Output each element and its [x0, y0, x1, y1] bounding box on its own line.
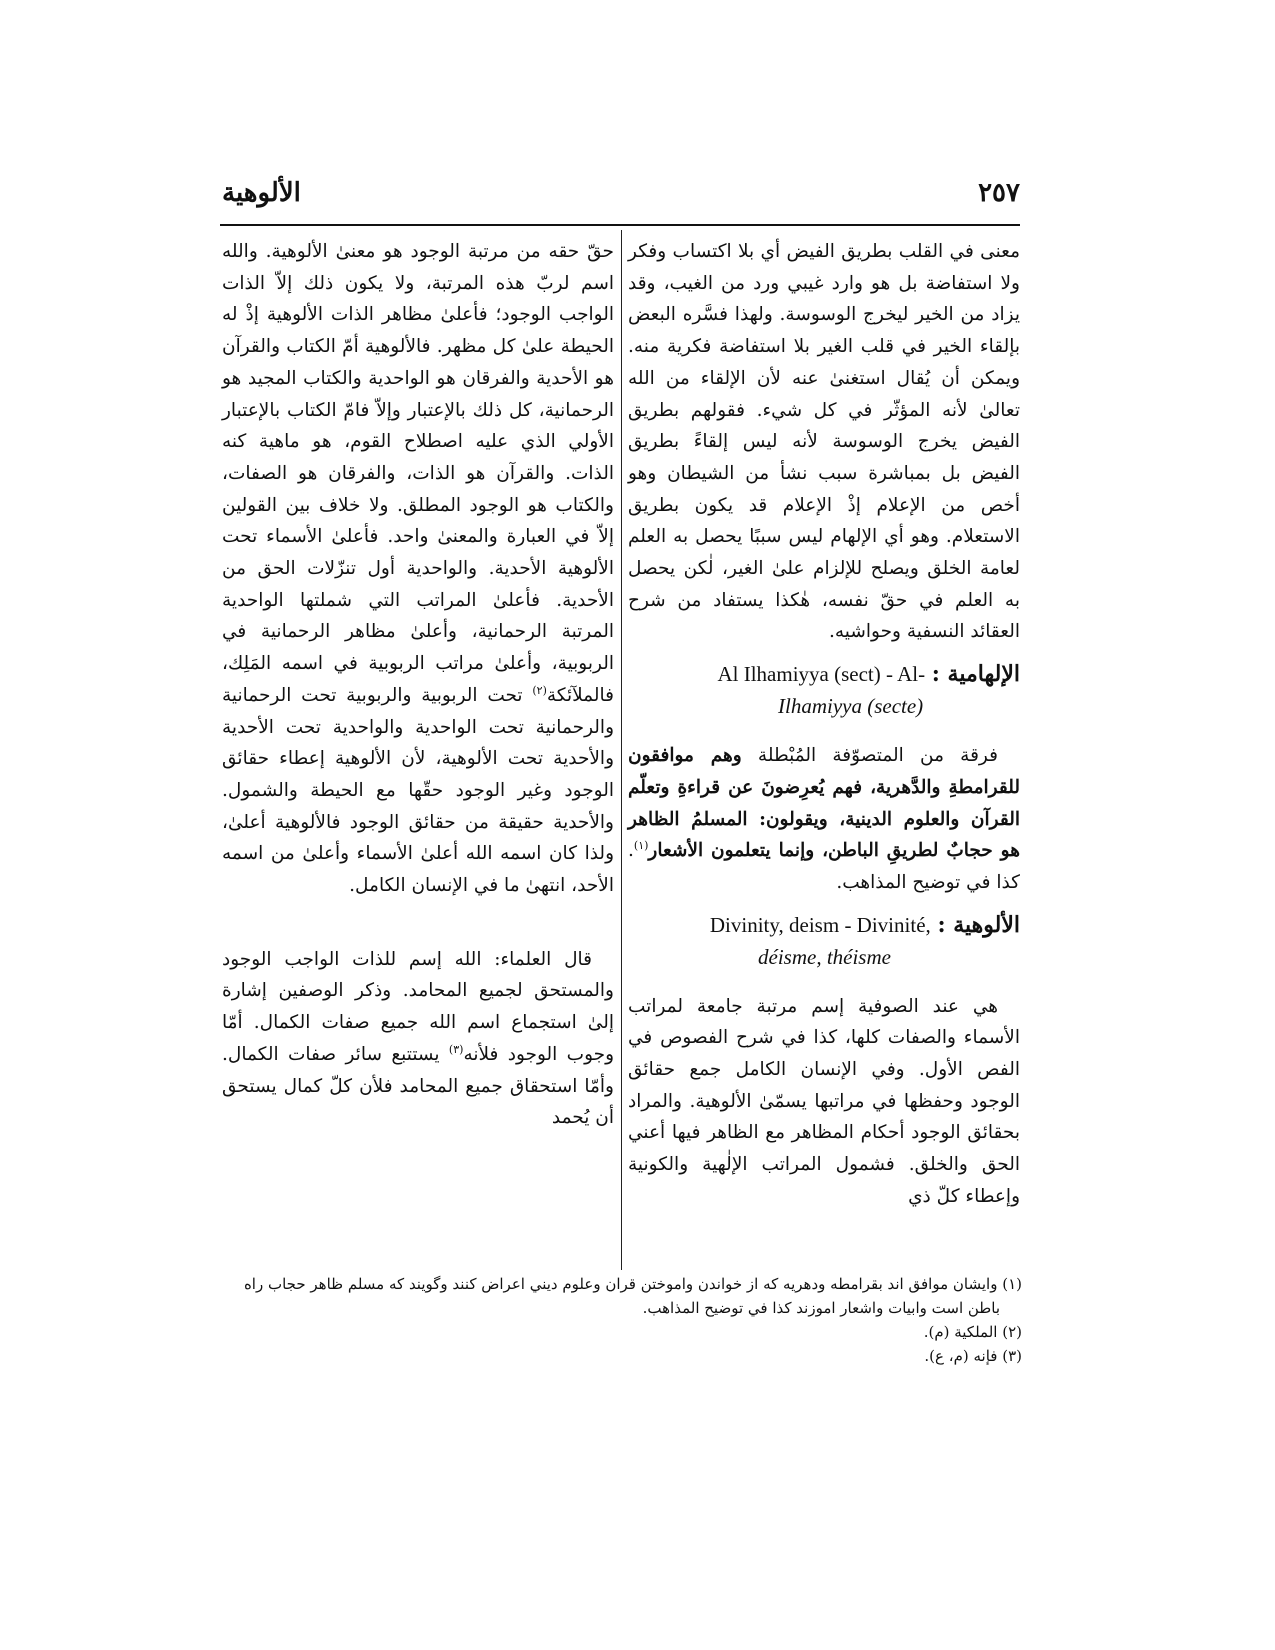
right-column — [628, 236, 1020, 1213]
paragraph: معنى في القلب بطريق الفيض أي بلا اكتساب وفكر ولا استفاضة بل هو وارد غيبي ورد من الغيب، وقد يزاد من الخير ليخرج الوسوسة. ولهذا فسَّره البعض بإلقاء الخير في قلب الغير بلا استفاضة فكرية منه. ويمكن أن يُقال استغنىٰ عنه لأن الإلقاء من الله تعالىٰ لأنه المؤثّر في كل شيء. فقولهم بطريق الفيض يخرج الوسوسة لأنه ليس إلقاءً بطريق الفيض بل بمباشرة سبب نشأ من الشيطان وهو أخص من الإعلام إذْ الإعلام قد يكون بطريق الاستعلام. وهو أي الإلهام ليس سببًا يحصل به العلم لعامة الخلق ويصلح للإلزام علىٰ الغير، لٰكن يحصل به العلم في حقّ نفسه، هٰكذا يستفاد من شرح العقائد النسفية وحواشيه. — [628, 241, 1020, 643]
footnote-3: (٣) فإنه (م، ع). — [924, 1347, 1022, 1365]
paragraph — [222, 236, 614, 902]
dictionary-entry-uluhiyya — [628, 909, 1020, 973]
paragraph-text: يستتبع سائر صفات الكمال. وأمّا استحقاق جميع المحامد فلأن كلّ كمال يستحق أن يُحمد — [222, 1043, 614, 1129]
entry-translation-continued: Ilhamiyya (secte) — [778, 694, 924, 719]
paragraph-text: تحت الربوبية والربوبية تحت الرحمانية والرحمانية تحت الواحدية والواحدية تحت الأحدية والأحدية تحت الألوهية، لأن الألوهية إعطاء حقائق الوجود وغير الوجود حقّها مع الحيطة والشمول. والأحدية حقيقة من حقائق الوجود فالألوهية أعلىٰ، ولذا كان اسمه الله أعلىٰ الأسماء وأعلىٰ من اسمه الأحد، انتهىٰ ما في الإنسان الكامل. — [222, 684, 614, 897]
paragraph — [628, 740, 1020, 899]
footnote-1-continued: باطن است وابيات واشعار اموزند كذا في توضيح المذاهب. — [642, 1299, 1000, 1317]
paragraph-text: قال العلماء: الله إسم للذات الواجب الوجود والمستحق لجميع المحامد. وذكر الوصفين إشارة إلىٰ استجماع اسم الله جميع صفات الكمال. أمّا وجوب الوجود فلأنه — [222, 948, 614, 1065]
entry-translation: Divinity, deism - Divinité, — [709, 912, 931, 937]
paragraph-text: . كذا في توضيح المذاهب. — [628, 840, 1020, 893]
running-head: الألوهية — [222, 178, 301, 208]
paragraph: هي عند الصوفية إسم مرتبة جامعة لمراتب الأسماء والصفات كلها، كذا في شرح الفصوص في الفص الأول. وفي الإنسان الكامل جمع حقائق الوجود وحفظها في مراتبها يسمّىٰ الألوهية. والمراد بحقائق الوجود أحكام المظاهر مع الظاهر فيها أعني الحق والخلق. فشمول المراتب الإلٰهية والكونية وإعطاء كلّ ذي — [628, 995, 1020, 1207]
entry-translation-continued: déisme, théisme — [758, 944, 891, 969]
dictionary-entry-ilhamiyya — [628, 658, 1020, 722]
header-rule — [220, 224, 1020, 226]
entry-translation: Al Ilhamiyya (sect) - Al- — [717, 662, 926, 687]
footnote-2: (٢) الملكية (م). — [923, 1323, 1022, 1341]
paragraph-gap — [222, 902, 614, 944]
footnote-ref: (١) — [633, 839, 649, 853]
bold-text: وهم موافقون للقرامطةِ والدَّهرية، فهم يُعرِضونَ عن قراءةِ وتعلّم القرآن والعلوم الدينية، ويقولون: المسلمُ الظاهر هو حجابٌ لطريقِ الباطن، وإنما يتعلمون الأشعار — [628, 745, 1020, 862]
page-number: ٢٥٧ — [978, 178, 1020, 208]
column-divider — [621, 230, 622, 1270]
left-column — [222, 236, 614, 1134]
entry-headline — [628, 658, 1020, 690]
footnote-ref: (٣) — [448, 1042, 464, 1056]
footnotes — [222, 1272, 1022, 1368]
paragraph — [222, 944, 614, 1134]
footnote-ref: (٢) — [532, 683, 547, 697]
entry-term: الألوهية : — [937, 911, 1020, 938]
paragraph-text: حقّ حقه من مرتبة الوجود هو معنىٰ الألوهية. والله اسم لربّ هذه المرتبة، ولا يكون ذلك إلاّ الذات الواجب الوجود؛ فأعلىٰ مظاهر الذات الألوهية إذْ له الحيطة علىٰ كل مظهر. فالألوهية أمّ الكتاب والقرآن هو الأحدية والفرقان هو الواحدية والكتاب المجيد هو الرحمانية، كل ذلك بالإعتبار وإلاّ فامّ الكتاب بالإعتبار الأولي الذي عليه اصطلاح القوم، هو ماهية كنه الذات. والقرآن هو الذات، والفرقان هو الصفات، والكتاب هو الوجود المطلق. ولا خلاف بين القولين إلاّ في العبارة والمعنىٰ واحد. فأعلىٰ الأسماء تحت الألوهية الأحدية. والواحدية أول تنزّلات الحق من الأحدية. فأعلىٰ المراتب التي شملتها الواحدية المرتبة الرحمانية، وأعلىٰ مظاهر الرحمانية في الربوبية، وأعلىٰ مراتب الربوبية في اسمه المَلِك، فالملآئكة — [222, 241, 614, 706]
entry-headline — [628, 909, 1020, 941]
entry-term: الإلهامية : — [931, 661, 1020, 688]
footnote-1: (١) وايشان موافق اند بقرامطه ودهريه كه از خواندن واموختن قران وعلوم ديني اعراض كنند وگويند كه مسلم ظاهر حجاب راه — [243, 1275, 1022, 1293]
paragraph-text: فرقة من المتصوّفة المُبْطلة — [741, 745, 998, 767]
